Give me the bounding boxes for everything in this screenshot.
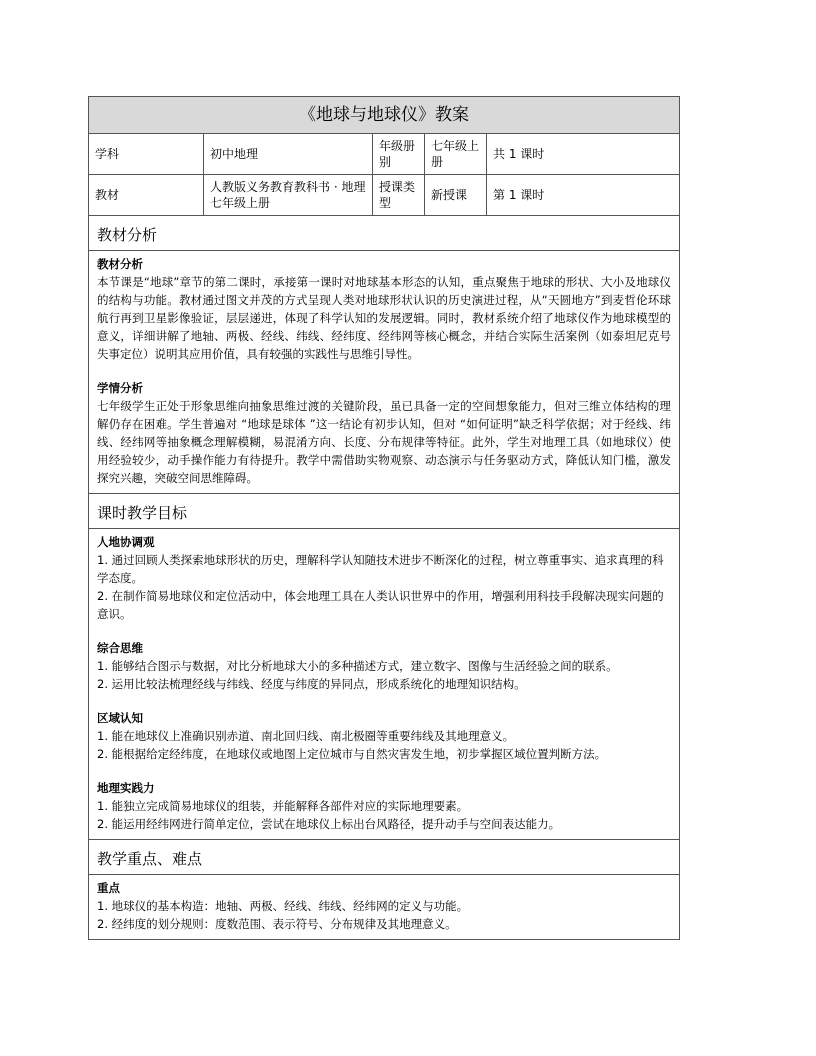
info-row-material — [89, 175, 679, 216]
keypoints-subheading: 重点 — [97, 881, 120, 895]
analysis-heading: 教材分析 — [89, 216, 679, 251]
analysis-body — [89, 251, 679, 494]
goals-heading: 课时教学目标 — [89, 494, 679, 529]
learner-analysis-subheading: 学情分析 — [97, 381, 143, 395]
material-label: 教材 — [89, 175, 204, 215]
keypoints-heading: 教学重点、难点 — [89, 840, 679, 875]
goal-region-title: 区域认知 — [97, 711, 143, 725]
type-value: 新授课 — [425, 175, 487, 215]
subject-label: 学科 — [89, 134, 204, 174]
goal-human-earth-title: 人地协调观 — [97, 535, 155, 549]
goal-region-item: 2. 能根据给定经纬度，在地球仪或地图上定位城市与自然灾害发生地，初步掌握区域位置判断方法。 — [97, 747, 607, 761]
material-analysis-subheading: 教材分析 — [97, 257, 143, 271]
goal-thinking-item: 1. 能够结合图示与数据，对比分析地球大小的多种描述方式，建立数字、图像与生活经验之间的联系。 — [97, 659, 618, 673]
goal-human-earth-item: 2. 在制作简易地球仪和定位活动中，体会地理工具在人类认识世界中的作用，增强利用科技手段解决现实问题的意识。 — [97, 589, 664, 621]
lesson-number: 第 1 课时 — [493, 188, 545, 202]
document-title: 《地球与地球仪》教案 — [89, 97, 679, 134]
grade-label: 年级册别 — [373, 134, 425, 174]
material-analysis-text: 本节课是“地球”章节的第二课时，承接第一课时对地球基本形态的认知，重点聚焦于地球的形状、大小及地球仪的结构与功能。教材通过图文并茂的方式呈现人类对地球形状认识的历史演进过程，从“天圆地方”到麦哲伦环球航行再到卫星影像验证，层层递进，体现了科学认知的发展逻辑。同时，教材系统介绍了地球仪作为地球模型的意义，详细讲解了地轴、两极、经线、纬线、经纬度、经纬网等核心概念，并结合实际生活案例（如泰坦尼克号失事定位）说明其应用价值，具有较强的实践性与思维引导性。 — [97, 275, 671, 361]
info-row-subject — [89, 134, 679, 175]
keypoint-item: 1. 地球仪的基本构造：地轴、两极、经线、纬线、经纬网的定义与功能。 — [97, 899, 469, 913]
grade-value: 七年级上册 — [425, 134, 487, 174]
goal-thinking-title: 综合思维 — [97, 641, 143, 655]
goal-human-earth-item: 1. 通过回顾人类探索地球形状的历史，理解科学认知随技术进步不断深化的过程，树立尊重事实、追求真理的科学态度。 — [97, 553, 664, 585]
goal-practice-item: 1. 能独立完成简易地球仪的组装，并能解释各部件对应的实际地理要素。 — [97, 799, 469, 813]
material-value: 人教版义务教育教科书 · 地理七年级上册 — [204, 175, 373, 215]
keypoint-item: 2. 经纬度的划分规则：度数范围、表示符号、分布规律及其地理意义。 — [97, 917, 457, 931]
goal-region-item: 1. 能在地球仪上准确识别赤道、南北回归线、南北极圈等重要纬线及其地理意义。 — [97, 729, 515, 743]
lesson-plan-document — [88, 96, 680, 940]
goal-practice-item: 2. 能运用经纬网进行简单定位，尝试在地球仪上标出台风路径，提升动手与空间表达能力。 — [97, 817, 561, 831]
keypoints-body — [89, 875, 679, 939]
total-hours: 共 1 课时 — [493, 147, 545, 161]
goal-thinking-item: 2. 运用比较法梳理经线与纬线、经度与纬度的异同点，形成系统化的地理知识结构。 — [97, 677, 526, 691]
goal-practice-title: 地理实践力 — [97, 781, 155, 795]
type-label: 授课类型 — [373, 175, 425, 215]
goals-body — [89, 529, 679, 840]
subject-value: 初中地理 — [204, 134, 373, 174]
learner-analysis-text: 七年级学生正处于形象思维向抽象思维过渡的关键阶段，虽已具备一定的空间想象能力，但对三维立体结构的理解仍存在困难。学生普遍对 “地球是球体 ”这一结论有初步认知，但对 “如何证明”缺乏科学依据；对于经线、纬线、经纬网等抽象概念理解模糊，易混淆方向、长度、分布规律等特征。此外，学生对地理工具（如地球仪）使用经验较少，动手操作能力有待提升。教学中需借助实物观察、动态演示与任务驱动方式，降低认知门槛，激发探究兴趣，突破空间思维障碍。 — [97, 399, 671, 485]
